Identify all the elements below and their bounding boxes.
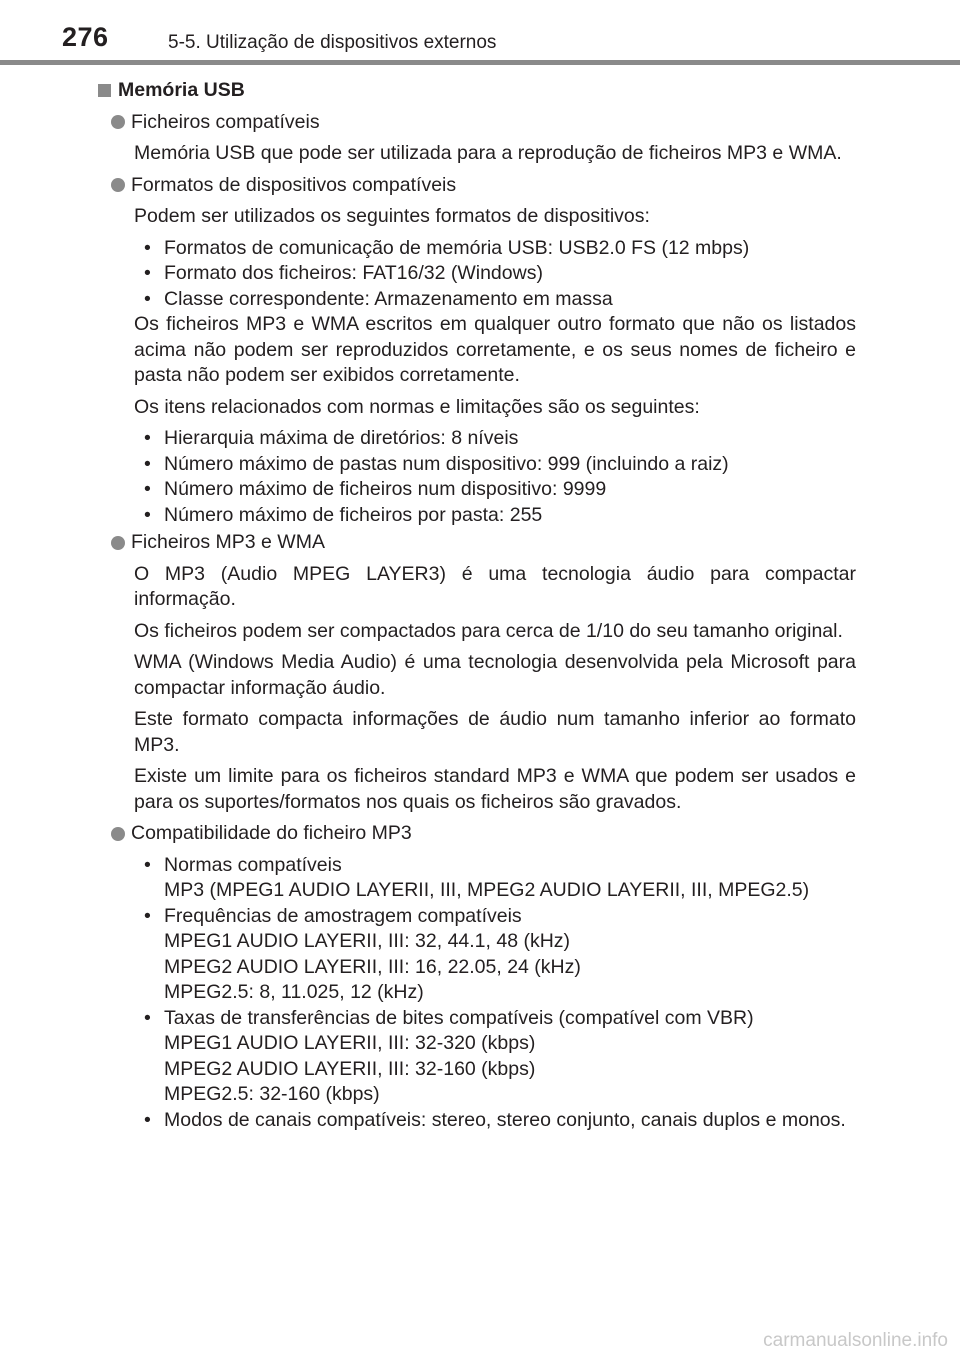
- list-item: • Classe correspondente: Armazenamento em massa: [142, 287, 856, 313]
- subheading-text: Ficheiros compatíveis: [131, 110, 320, 133]
- list-item-line: MPEG2.5: 32-160 (kbps): [164, 1083, 380, 1105]
- heading-memoria-usb: [96, 78, 856, 104]
- page-header: [0, 0, 960, 64]
- header-rule: [0, 60, 960, 65]
- list-item: [142, 853, 856, 904]
- list-item: • Modos de canais compatíveis: stereo, stereo conjunto, canais duplos e monos.: [142, 1108, 856, 1134]
- section-title: 5-5. Utilização de dispositivos externos: [168, 32, 497, 53]
- subheading-text: Compatibilidade do ficheiro MP3: [131, 822, 412, 844]
- circle-bullet-icon: [111, 178, 125, 192]
- list-item: [142, 1006, 856, 1108]
- list-item-title: • Taxas de transferências de bites compatíveis (compatível com VBR): [164, 1006, 754, 1029]
- paragraph: Podem ser utilizados os seguintes formatos de dispositivos:: [134, 205, 650, 227]
- list-item-title: • Normas compatíveis: [164, 853, 342, 876]
- list-item-line: MPEG2.5: 8, 11.025, 12 (kHz): [164, 981, 424, 1003]
- subheading-compatibilidade: [111, 821, 856, 847]
- list-item: • Número máximo de ficheiros num dispositivo: 9999: [142, 477, 856, 503]
- list-item-title: • Frequências de amostragem compatíveis: [164, 904, 522, 927]
- list-item: • Número máximo de pastas num dispositivo: 999 (incluindo a raiz): [142, 452, 856, 478]
- paragraph: Este formato compacta informações de áudio num tamanho inferior ao formato MP3.: [134, 708, 856, 756]
- paragraph: Memória USB que pode ser utilizada para a reprodução de ficheiros MP3 e WMA.: [134, 142, 842, 164]
- page-content: [96, 74, 856, 1133]
- paragraph: Os itens relacionados com normas e limitações são os seguintes:: [134, 395, 700, 418]
- subheading-formatos: [111, 173, 856, 199]
- paragraph: Os ficheiros podem ser compactados para cerca de 1/10 do seu tamanho original.: [134, 619, 843, 642]
- circle-bullet-icon: [111, 115, 125, 129]
- list-item-line: MPEG2 AUDIO LAYERII, III: 16, 22.05, 24 (kHz): [164, 955, 581, 978]
- paragraph: WMA (Windows Media Audio) é uma tecnologia desenvolvida pela Microsoft para compactar informação áudio.: [134, 651, 856, 699]
- list-item: • Formato dos ficheiros: FAT16/32 (Windows): [142, 261, 856, 287]
- paragraph: Os ficheiros MP3 e WMA escritos em qualquer outro formato que não os listados acima não podem ser reproduzidos corretamente, e os seus nomes de ficheiro e pasta não podem ser exibidos corretamente.: [134, 313, 856, 386]
- page-number: 276: [62, 22, 109, 52]
- list-item-line: MPEG1 AUDIO LAYERII, III: 32, 44.1, 48 (kHz): [164, 930, 571, 952]
- subheading-mp3-wma: [111, 530, 856, 556]
- bullet-list: [142, 236, 856, 313]
- circle-bullet-icon: [111, 536, 125, 550]
- paragraph: O MP3 (Audio MPEG LAYER3) é uma tecnologia áudio para compactar informação.: [134, 562, 856, 610]
- list-item: • Hierarquia máxima de diretórios: 8 níveis: [142, 426, 856, 452]
- heading-text: Memória USB: [118, 79, 245, 101]
- watermark-logo: carmanualsonline.info: [763, 1330, 948, 1351]
- subheading-ficheiros-compativeis: [111, 110, 856, 136]
- list-item-line: MP3 (MPEG1 AUDIO LAYERII, III, MPEG2 AUDIO LAYERII, III, MPEG2.5): [164, 879, 810, 901]
- list-item-line: MPEG2 AUDIO LAYERII, III: 32-160 (kbps): [164, 1057, 536, 1080]
- circle-bullet-icon: [111, 827, 125, 841]
- paragraph: Existe um limite para os ficheiros standard MP3 e WMA que podem ser usados e para os suportes/formatos nos quais os ficheiros são gravados.: [134, 765, 856, 813]
- subheading-text: Ficheiros MP3 e WMA: [131, 531, 325, 553]
- square-bullet-icon: [98, 84, 111, 97]
- list-item-line: MPEG1 AUDIO LAYERII, III: 32-320 (kbps): [164, 1032, 536, 1054]
- list-item: • Formatos de comunicação de memória USB: USB2.0 FS (12 mbps): [142, 236, 856, 262]
- list-item: • Número máximo de ficheiros por pasta: 255: [142, 503, 856, 529]
- list-item: [142, 904, 856, 1006]
- bullet-list: [142, 853, 856, 1134]
- subheading-text: Formatos de dispositivos compatíveis: [131, 173, 457, 196]
- bullet-list: [142, 426, 856, 528]
